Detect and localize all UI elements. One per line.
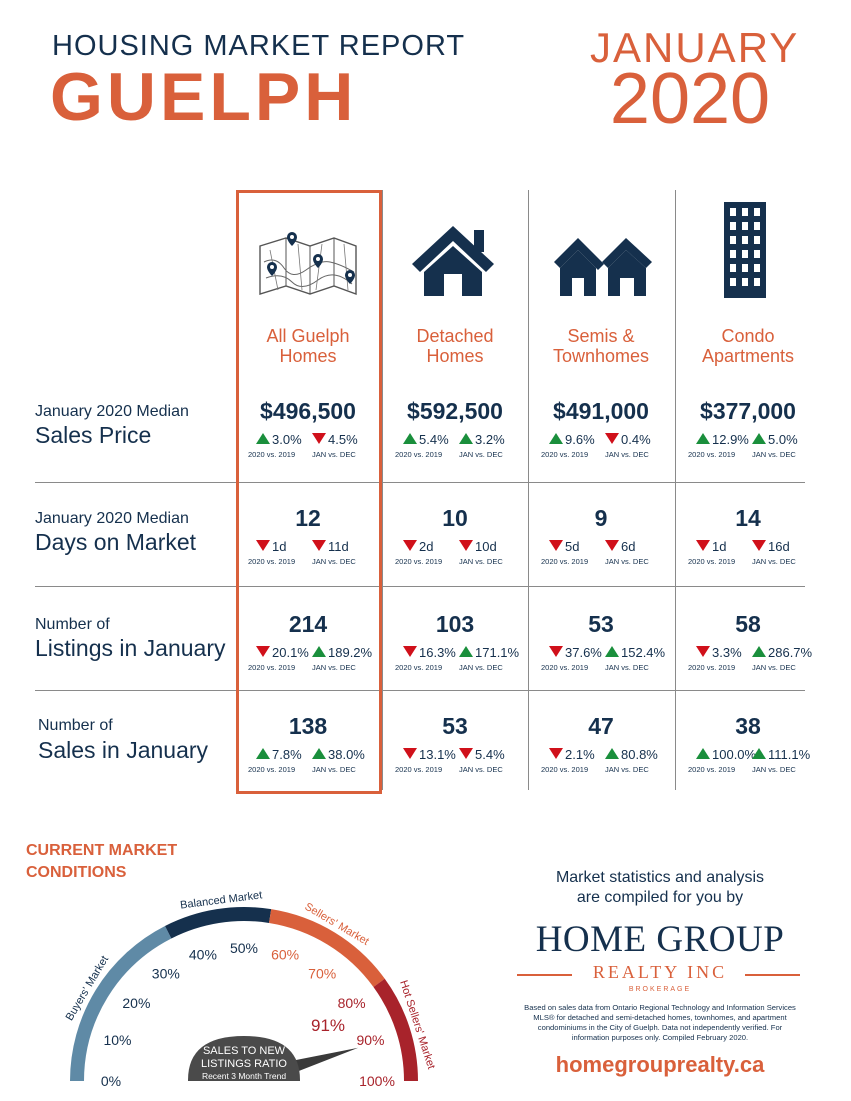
comparison-caption: JAN vs. DEC	[312, 765, 356, 774]
comparison-caption: 2020 vs. 2019	[688, 765, 736, 774]
change-value: 80.8%	[621, 747, 658, 762]
cell-value: 47	[588, 713, 614, 739]
cell-value: 214	[288, 611, 328, 637]
comparison-caption: 2020 vs. 2019	[541, 557, 589, 566]
comparison-caption: 2020 vs. 2019	[248, 663, 296, 672]
condo-building-icon	[724, 202, 766, 298]
cell-value: 138	[288, 713, 328, 739]
up-arrow-icon	[605, 748, 619, 759]
gauge-segment-label: Sellers' Market	[302, 900, 371, 948]
cell-value: 14	[735, 505, 761, 531]
comparison-caption: 2020 vs. 2019	[248, 557, 296, 566]
change-value: 12.9%	[712, 432, 749, 447]
comparison-caption: 2020 vs. 2019	[541, 765, 589, 774]
cell-value: 58	[735, 611, 761, 637]
change-value: 3.3%	[712, 645, 742, 660]
comparison-caption: JAN vs. DEC	[459, 765, 503, 774]
change-month-over-month	[605, 432, 651, 447]
comparison-caption: JAN vs. DEC	[312, 663, 356, 672]
gauge-tick-label: 50%	[229, 940, 259, 956]
cell-value: 10	[442, 505, 468, 531]
change-month-over-month	[312, 747, 365, 762]
map-pins-icon	[256, 232, 360, 300]
house-icon	[410, 222, 496, 298]
cell-value: 53	[442, 713, 468, 739]
townhome-icon	[552, 236, 654, 298]
gauge-tick-label: 100%	[359, 1073, 395, 1089]
website-link[interactable]: homegrouprealty.ca	[555, 1052, 765, 1077]
change-value: 2.1%	[565, 747, 595, 762]
change-year-over-year	[549, 645, 602, 660]
change-month-over-month	[459, 645, 519, 660]
report-month: JANUARY	[590, 24, 800, 71]
disclaimer: Based on sales data from Ontario Regional Technology and Information Services MLS® for detached and semi-detached homes, townhomes, and apartment condominiums in the City of Guelph. Data not independently verified. For information purposes only. Compiled February 2020.	[524, 1003, 796, 1042]
change-value: 37.6%	[565, 645, 602, 660]
change-month-over-month	[605, 539, 635, 554]
gauge-segment-label: Hot Sellers' Market	[397, 978, 438, 1071]
change-month-over-month	[752, 539, 790, 554]
down-arrow-icon	[752, 540, 766, 551]
change-value: 4.5%	[328, 432, 358, 447]
comparison-caption: JAN vs. DEC	[459, 450, 503, 459]
up-arrow-icon	[752, 646, 766, 657]
down-arrow-icon	[459, 540, 473, 551]
comparison-caption: 2020 vs. 2019	[688, 450, 736, 459]
gauge-segment	[168, 914, 270, 932]
down-arrow-icon	[403, 646, 417, 657]
report-title: HOUSING MARKET REPORT	[52, 30, 466, 62]
row-label-small: January 2020 Median	[35, 403, 189, 420]
up-arrow-icon	[696, 748, 710, 759]
change-year-over-year	[696, 645, 742, 660]
gauge-needle	[292, 1048, 358, 1072]
down-arrow-icon	[459, 748, 473, 759]
change-year-over-year	[549, 539, 579, 554]
change-value: 5.4%	[475, 747, 505, 762]
gauge-value: 91%	[310, 1016, 346, 1035]
gauge-tick-label: 60%	[271, 946, 300, 963]
up-arrow-icon	[256, 748, 270, 759]
up-arrow-icon	[459, 646, 473, 657]
down-arrow-icon	[549, 540, 563, 551]
change-value: 5d	[565, 539, 580, 554]
report-year: 2020	[609, 59, 771, 139]
logo-rule	[745, 974, 800, 976]
comparison-caption: 2020 vs. 2019	[395, 765, 443, 774]
change-value: 13.1%	[419, 747, 456, 762]
cell-value: 53	[588, 611, 614, 637]
up-arrow-icon	[312, 646, 326, 657]
column-header-all-homes: All Guelph Homes	[266, 326, 350, 366]
change-year-over-year	[403, 747, 456, 762]
market-gauge	[0, 830, 500, 1101]
up-arrow-icon	[312, 748, 326, 759]
gauge-tick-label: 30%	[151, 965, 180, 982]
logo-main: HOME GROUP	[535, 919, 785, 960]
logo-sub: REALTY INC	[592, 962, 728, 982]
gauge-tick-label: 70%	[308, 965, 337, 982]
down-arrow-icon	[605, 540, 619, 551]
change-value: 189.2%	[328, 645, 373, 660]
row-label-big: Sales Price	[35, 422, 152, 448]
change-year-over-year	[256, 539, 286, 554]
change-value: 286.7%	[768, 645, 813, 660]
column-header-semis-townhomes: Semis & Townhomes	[552, 326, 650, 366]
change-value: 111.1%	[768, 747, 811, 762]
comparison-caption: JAN vs. DEC	[459, 557, 503, 566]
row-divider	[35, 690, 805, 691]
cell-value: $592,500	[407, 398, 503, 424]
change-month-over-month	[752, 747, 810, 762]
row-label-small: Number of	[38, 717, 113, 734]
comparison-caption: JAN vs. DEC	[605, 557, 649, 566]
comparison-caption: JAN vs. DEC	[459, 663, 503, 672]
down-arrow-icon	[312, 433, 326, 444]
compiled-by-text: Market statistics and analysis are compiled for you by	[555, 869, 765, 906]
change-month-over-month	[312, 432, 358, 447]
row-divider	[35, 482, 805, 483]
down-arrow-icon	[403, 748, 417, 759]
down-arrow-icon	[256, 540, 270, 551]
gauge-tick-label: 0%	[100, 1073, 122, 1089]
cell-value: 38	[735, 713, 761, 739]
up-arrow-icon	[605, 646, 619, 657]
ratio-line2: LISTINGS RATIO	[201, 1058, 287, 1070]
change-year-over-year	[403, 432, 449, 447]
up-arrow-icon	[752, 433, 766, 444]
cell-value: 9	[594, 505, 608, 531]
change-month-over-month	[605, 747, 658, 762]
change-value: 1d	[712, 539, 727, 554]
comparison-caption: JAN vs. DEC	[605, 450, 649, 459]
up-arrow-icon	[549, 433, 563, 444]
up-arrow-icon	[459, 433, 473, 444]
comparison-caption: 2020 vs. 2019	[541, 663, 589, 672]
down-arrow-icon	[256, 646, 270, 657]
down-arrow-icon	[696, 540, 710, 551]
up-arrow-icon	[403, 433, 417, 444]
column-header-detached: Detached Homes	[416, 326, 494, 366]
cell-value: 12	[295, 505, 321, 531]
change-value: 10d	[475, 539, 497, 554]
comparison-caption: JAN vs. DEC	[605, 663, 649, 672]
column-divider	[382, 190, 383, 790]
down-arrow-icon	[312, 540, 326, 551]
change-month-over-month	[752, 645, 812, 660]
ratio-line3: Recent 3 Month Trend	[201, 1071, 287, 1081]
cell-value: $377,000	[700, 398, 796, 424]
gauge-segment-label: Buyers' Market	[63, 953, 112, 1023]
row-label-small: Number of	[35, 616, 110, 633]
city-name: GUELPH	[50, 59, 358, 135]
change-year-over-year	[696, 539, 726, 554]
change-value: 20.1%	[272, 645, 309, 660]
down-arrow-icon	[403, 540, 417, 551]
change-value: 1d	[272, 539, 287, 554]
down-arrow-icon	[549, 748, 563, 759]
change-month-over-month	[459, 539, 497, 554]
change-value: 38.0%	[328, 747, 365, 762]
comparison-caption: JAN vs. DEC	[312, 557, 356, 566]
gauge-tick-label: 80%	[337, 994, 366, 1011]
comparison-caption: JAN vs. DEC	[605, 765, 649, 774]
down-arrow-icon	[549, 646, 563, 657]
change-month-over-month	[459, 432, 505, 447]
change-value: 171.1%	[475, 645, 520, 660]
column-divider	[675, 190, 676, 790]
change-month-over-month	[459, 747, 505, 762]
comparison-caption: JAN vs. DEC	[752, 450, 796, 459]
change-year-over-year	[256, 432, 302, 447]
change-value: 11d	[328, 539, 349, 554]
gauge-tick-label: 90%	[356, 1031, 385, 1048]
change-value: 0.4%	[621, 432, 651, 447]
change-value: 6d	[621, 539, 636, 554]
column-divider	[528, 190, 529, 790]
market-conditions-title: CURRENT MARKET CONDITIONS	[26, 842, 178, 881]
change-month-over-month	[312, 645, 372, 660]
change-year-over-year	[256, 747, 302, 762]
change-year-over-year	[403, 539, 433, 554]
change-year-over-year	[256, 645, 309, 660]
comparison-caption: JAN vs. DEC	[752, 765, 796, 774]
cell-value: 103	[435, 611, 475, 637]
comparison-caption: 2020 vs. 2019	[688, 663, 736, 672]
up-arrow-icon	[696, 433, 710, 444]
up-arrow-icon	[256, 433, 270, 444]
change-month-over-month	[752, 432, 798, 447]
comparison-caption: 2020 vs. 2019	[248, 765, 296, 774]
comparison-caption: 2020 vs. 2019	[688, 557, 736, 566]
comparison-caption: JAN vs. DEC	[312, 450, 356, 459]
change-value: 16.3%	[419, 645, 456, 660]
column-header-condo: Condo Apartments	[701, 326, 795, 366]
change-value: 152.4%	[621, 645, 666, 660]
change-year-over-year	[549, 432, 595, 447]
change-year-over-year	[696, 747, 756, 762]
comparison-caption: 2020 vs. 2019	[395, 450, 443, 459]
row-label-small: January 2020 Median	[35, 510, 189, 527]
gauge-segment-label: Balanced Market	[179, 889, 263, 912]
gauge-tick-label: 20%	[122, 994, 151, 1011]
logo-brokerage: BROKERAGE	[628, 986, 692, 993]
up-arrow-icon	[752, 748, 766, 759]
change-year-over-year	[549, 747, 595, 762]
gauge-tick-label: 10%	[103, 1031, 132, 1048]
change-value: 7.8%	[272, 747, 302, 762]
down-arrow-icon	[696, 646, 710, 657]
comparison-caption: 2020 vs. 2019	[395, 663, 443, 672]
comparison-caption: JAN vs. DEC	[752, 663, 796, 672]
change-value: 2d	[419, 539, 434, 554]
change-month-over-month	[605, 645, 665, 660]
cell-value: $491,000	[553, 398, 649, 424]
change-month-over-month	[312, 539, 349, 554]
cell-value: $496,500	[260, 398, 356, 424]
change-value: 3.0%	[272, 432, 302, 447]
change-value: 9.6%	[565, 432, 595, 447]
gauge-tick-label: 40%	[188, 946, 217, 963]
comparison-caption: 2020 vs. 2019	[541, 450, 589, 459]
row-label-big: Days on Market	[35, 529, 197, 555]
change-value: 5.4%	[419, 432, 449, 447]
change-value: 16d	[768, 539, 790, 554]
change-year-over-year	[403, 645, 456, 660]
change-value: 100.0%	[712, 747, 757, 762]
row-divider	[35, 586, 805, 587]
row-label-big: Listings in January	[35, 635, 226, 661]
comparison-caption: JAN vs. DEC	[752, 557, 796, 566]
ratio-line1: SALES TO NEW	[202, 1045, 286, 1057]
down-arrow-icon	[605, 433, 619, 444]
comparison-caption: 2020 vs. 2019	[248, 450, 296, 459]
change-value: 5.0%	[768, 432, 798, 447]
row-label-big: Sales in January	[38, 737, 209, 763]
change-year-over-year	[696, 432, 749, 447]
comparison-caption: 2020 vs. 2019	[395, 557, 443, 566]
change-value: 3.2%	[475, 432, 505, 447]
